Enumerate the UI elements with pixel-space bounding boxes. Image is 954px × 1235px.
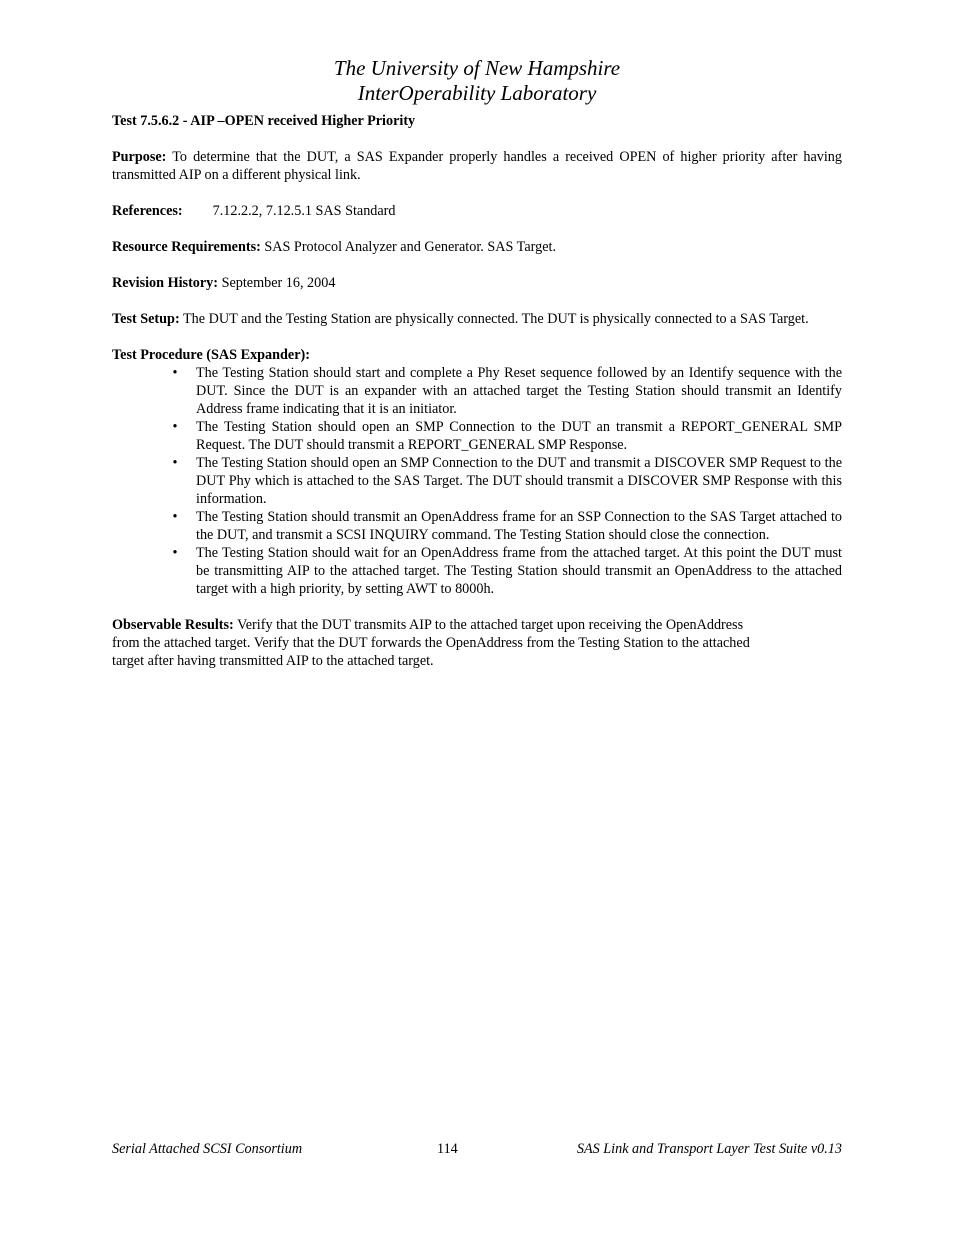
observable-results-line-1 [112, 616, 842, 634]
revision-history-label: Revision History: [112, 275, 219, 291]
purpose-label: Purpose: [112, 149, 167, 165]
footer-page-number: 114 [437, 1141, 458, 1157]
test-title: Test 7.5.6.2 - AIP –OPEN received Higher Priority [112, 113, 416, 129]
revision-history-text: September 16, 2004 [221, 275, 336, 291]
test-procedure-steps [112, 364, 842, 598]
bullet-icon: • [172, 419, 178, 435]
purpose-text: To determine that the DUT, a SAS Expander properly handles a received OPEN of higher priority after having transmitted AIP on a different physical link. [112, 149, 842, 183]
procedure-step [112, 364, 842, 418]
page-footer [112, 1139, 842, 1159]
procedure-step [112, 544, 842, 598]
bullet-icon: • [172, 365, 178, 381]
test-setup-label: Test Setup: [112, 311, 180, 327]
references-section [112, 202, 842, 220]
document-body [112, 112, 842, 688]
procedure-step-text: The Testing Station should start and complete a Phy Reset sequence followed by an Identify sequence with the DUT. Since the DUT is an expander with an attached target the Testing Station should transmit an Identify Address frame indicating that it is an initiator. [196, 365, 842, 417]
resource-requirements-text: SAS Protocol Analyzer and Generator. SAS Target. [264, 239, 557, 255]
test-setup-text: The DUT and the Testing Station are physically connected. The DUT is physically connected to a SAS Target. [182, 311, 809, 327]
observable-results-text-3: target after having transmitted AIP to the attached target. [112, 653, 434, 669]
procedure-step [112, 418, 842, 454]
test-procedure-heading: Test Procedure (SAS Expander): [112, 347, 310, 363]
footer-consortium: Serial Attached SCSI Consortium [112, 1141, 303, 1157]
observable-results-text-2: from the attached target. Verify that the DUT forwards the OpenAddress from the Testing Station to the attached [112, 635, 750, 651]
revision-history-section [112, 274, 842, 292]
procedure-step-text: The Testing Station should transmit an OpenAddress frame for an SSP Connection to the SAS Target attached to the DUT, and transmit a SCSI INQUIRY command. The Testing Station should close the connection. [196, 509, 842, 543]
observable-results-text-1: Verify that the DUT transmits AIP to the attached target upon receiving the OpenAddress [237, 617, 744, 633]
bullet-icon: • [172, 509, 178, 525]
header-institution: The University of New Hampshire [333, 56, 621, 80]
references-text: 7.12.2.2, 7.12.5.1 SAS Standard [212, 203, 396, 219]
procedure-step-text: The Testing Station should wait for an OpenAddress frame from the attached target. At this point the DUT must be transmitting AIP to the attached target. The Testing Station should transmit an OpenAddress to the attached target with a high priority, by setting AWT to 8000h. [196, 545, 842, 597]
test-setup-section [112, 310, 842, 328]
bullet-icon: • [172, 545, 178, 561]
resource-requirements-section [112, 238, 842, 256]
header-laboratory: InterOperability Laboratory [357, 81, 597, 105]
observable-results-section [112, 616, 842, 670]
procedure-step-text: The Testing Station should open an SMP Connection to the DUT and transmit a DISCOVER SMP Request to the DUT Phy which is attached to the SAS Target. The DUT should transmit a DISCOVER SMP Response with this information. [196, 455, 842, 507]
purpose-section [112, 148, 842, 184]
resource-requirements-label: Resource Requirements: [112, 239, 261, 255]
footer-document-title: SAS Link and Transport Layer Test Suite v0.13 [576, 1141, 842, 1157]
procedure-step [112, 508, 842, 544]
procedure-step-text: The Testing Station should open an SMP Connection to the DUT an transmit a REPORT_GENERAL SMP Request. The DUT should transmit a REPORT_GENERAL SMP Response. [196, 419, 842, 453]
bullet-icon: • [172, 455, 178, 471]
references-label: References: [112, 203, 183, 219]
observable-results-label: Observable Results: [112, 617, 234, 633]
procedure-step [112, 454, 842, 508]
page-header [0, 56, 954, 106]
